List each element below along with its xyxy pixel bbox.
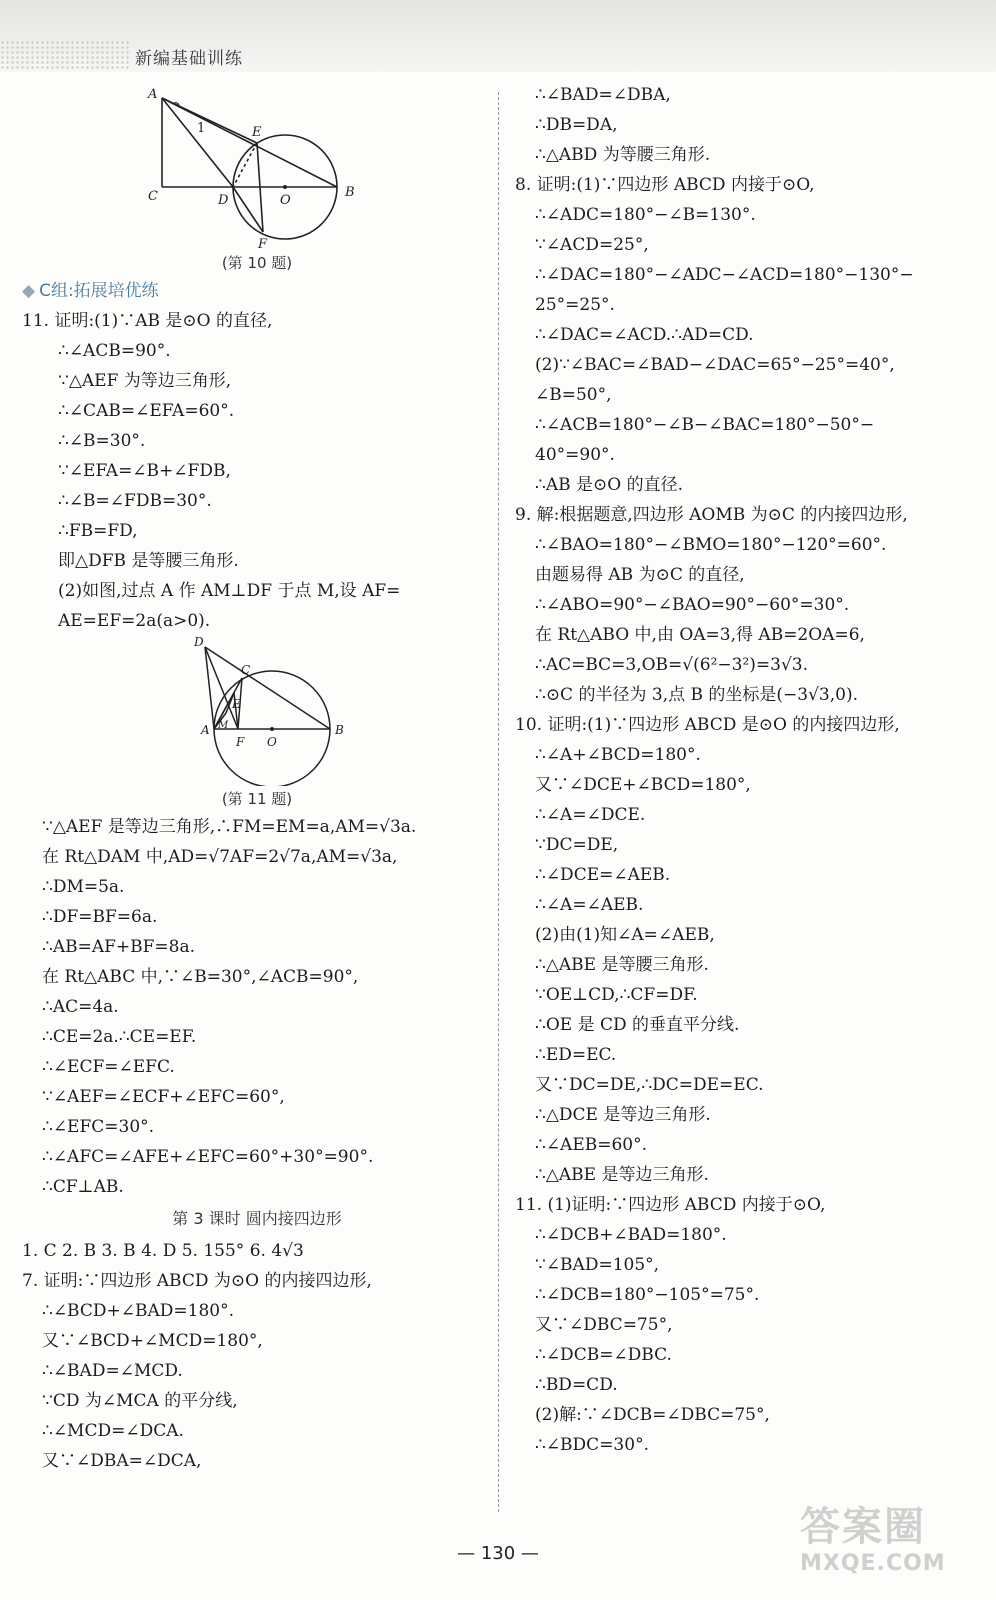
text-line: ∴CE=2a.∴CE=EF. [42, 1027, 197, 1047]
text-line: ∴∠DCB+∠BAD=180°. [535, 1225, 727, 1245]
header-band [0, 0, 996, 72]
text-line: ∴DB=DA, [535, 115, 618, 135]
text-line: ∴∠DAC=∠ACD.∴AD=CD. [535, 325, 754, 345]
text-line: ∴DM=5a. [42, 877, 125, 897]
fig10-label-o: O [280, 193, 291, 208]
text-line: ∵CD 为∠MCA 的平分线, [42, 1391, 238, 1411]
text-line: ∴△DCE 是等边三角形. [535, 1105, 711, 1125]
text-line: ∵△AEF 为等边三角形, [58, 371, 232, 391]
text-line: 又∵∠DBA=∠DCA, [42, 1451, 202, 1471]
text-line: 1. C 2. B 3. B 4. D 5. 155° 6. 4√3 [22, 1241, 304, 1261]
text-line: ∴∠DCE=∠AEB. [535, 865, 671, 885]
figure-11-caption: (第 11 题) [221, 790, 293, 808]
text-line: ∴∠BAD=∠MCD. [42, 1361, 183, 1381]
text-line: ∴△ABE 是等边三角形. [535, 1165, 709, 1185]
text-line: ∴AC=4a. [42, 997, 119, 1017]
text-line: ∵DC=DE, [535, 835, 619, 855]
text-line: ∴∠DCB=180°−105°=75°. [535, 1285, 760, 1305]
text-line: ∴ED=EC. [535, 1045, 617, 1065]
text-line: ∵∠ACD=25°, [535, 235, 649, 255]
text-line: ∴△ABD 为等腰三角形. [535, 145, 711, 165]
fig11-label-c: C [241, 663, 251, 677]
fig10-label-c: C [148, 189, 158, 204]
text-line: ∴AB=AF+BF=8a. [42, 937, 196, 957]
section-header [22, 276, 492, 306]
text-line: ∴∠A=∠AEB. [535, 895, 644, 915]
text-line: 又∵DC=DE,∴DC=DE=EC. [535, 1075, 764, 1095]
text-line: ∴OE 是 CD 的垂直平分线. [535, 1015, 740, 1035]
text-line: ∴∠CAB=∠EFA=60°. [58, 401, 235, 421]
text-line: (2)∵∠BAC=∠BAD−∠DAC=65°−25°=40°, [535, 355, 895, 375]
text-line: ∴∠ECF=∠EFC. [42, 1057, 175, 1077]
figure-11 [22, 636, 492, 786]
watermark-text: 答案圈 [800, 1504, 926, 1550]
fig11-label-b: B [335, 723, 344, 737]
header-dot-pattern [0, 40, 130, 70]
text-line: ∴FB=FD, [58, 521, 138, 541]
text-line: (2)如图,过点 A 作 AM⊥DF 于点 M,设 AF= [58, 581, 401, 601]
text-line: ∴∠AEB=60°. [535, 1135, 648, 1155]
text-line: 又∵∠DCE+∠BCD=180°, [535, 775, 751, 795]
figure-10 [22, 80, 492, 250]
text-line: ∵∠EFA=∠B+∠FDB, [58, 461, 231, 481]
text-line: ∴∠ADC=180°−∠B=130°. [535, 205, 756, 225]
left-column [22, 80, 492, 1476]
fig10-label-e: E [252, 125, 262, 140]
text-line: ∴∠DAC=180°−∠ADC−∠ACD=180°−130°− [535, 265, 914, 285]
text-line: 10. 证明:(1)∵四边形 ABCD 是⊙O 的内接四边形, [515, 715, 900, 735]
text-line: ∴∠BAO=180°−∠BMO=180°−120°=60°. [535, 535, 887, 555]
figure-10-caption: (第 10 题) [221, 254, 293, 272]
text-line: 又∵∠DBC=75°, [535, 1315, 673, 1335]
fig11-label-m: M [218, 720, 229, 731]
fig10-label-a: A [148, 87, 158, 102]
header-title: 新编基础训练 [135, 49, 243, 69]
text-line: ∵∠BAD=105°, [535, 1255, 660, 1275]
text-line: 在 Rt△ABO 中,由 OA=3,得 AB=2OA=6, [535, 625, 865, 645]
text-line: ∴∠B=∠FDB=30°. [58, 491, 212, 511]
diamond-icon: ◆ [22, 281, 36, 301]
text-line: ∴∠A=∠DCE. [535, 805, 646, 825]
text-line: 25°=25°. [535, 295, 615, 315]
text-line: ∴AB 是⊙O 的直径. [535, 475, 683, 495]
watermark [800, 1505, 990, 1595]
text-line: ∵∠AEF=∠ECF+∠EFC=60°, [42, 1087, 285, 1107]
text-line: ∴DF=BF=6a. [42, 907, 158, 927]
text-line: 即△DFB 是等腰三角形. [58, 551, 239, 571]
text-line: ∴∠ACB=90°. [58, 341, 171, 361]
text-line: ∴∠ACB=180°−∠B−∠BAC=180°−50°− [535, 415, 875, 435]
text-line: 11. (1)证明:∵四边形 ABCD 内接于⊙O, [515, 1195, 826, 1215]
text-line: ∵OE⊥CD,∴CF=DF. [535, 985, 698, 1005]
fig10-label-f: F [258, 237, 268, 250]
text-line: ∴∠DCB=∠DBC. [535, 1345, 672, 1365]
fig11-label-f: F [236, 735, 245, 749]
section-label: C组:拓展培优练 [39, 281, 159, 301]
right-column [515, 80, 975, 1460]
text-line: 9. 解:根据题意,四边形 AOMB 为⊙C 的内接四边形, [515, 505, 908, 525]
text-line: ∴∠B=30°. [58, 431, 146, 451]
text-line: ∴∠MCD=∠DCA. [42, 1421, 184, 1441]
text-line: 8. 证明:(1)∵四边形 ABCD 内接于⊙O, [515, 175, 815, 195]
text-line: (2)解:∵∠DCB=∠DBC=75°, [535, 1405, 770, 1425]
text-line: 7. 证明:∵四边形 ABCD 为⊙O 的内接四边形, [22, 1271, 372, 1291]
fig10-label-d: D [218, 193, 229, 208]
text-line: ∴∠EFC=30°. [42, 1117, 155, 1137]
text-line: 由题易得 AB 为⊙C 的直径, [535, 565, 745, 585]
text-line: 在 Rt△DAM 中,AD=√7AF=2√7a,AM=√3a, [42, 847, 398, 867]
fig11-label-e: E [232, 697, 241, 711]
text-line: ∴∠A+∠BCD=180°. [535, 745, 701, 765]
fig11-label-a: A [201, 723, 210, 737]
fig11-label-d: D [194, 636, 204, 649]
text-line: 11. 证明:(1)∵AB 是⊙O 的直径, [22, 311, 273, 331]
text-line: 又∵∠BCD+∠MCD=180°, [42, 1331, 263, 1351]
text-line: ∴∠BCD+∠BAD=180°. [42, 1301, 234, 1321]
fig10-label-b: B [345, 185, 355, 200]
text-line: 40°=90°. [535, 445, 615, 465]
fig10-label-1: 1 [197, 121, 206, 136]
text-line: ∴CF⊥AB. [42, 1177, 124, 1197]
lesson-title: 第 3 课时 圆内接四边形 [172, 1209, 342, 1228]
text-line: ∴∠BAD=∠DBA, [535, 85, 671, 105]
column-divider [498, 92, 499, 1512]
text-line: ∵△AEF 是等边三角形,∴FM=EM=a,AM=√3a. [42, 817, 417, 837]
text-line: ∠B=50°, [535, 385, 612, 405]
watermark-url: MXQE.COM [800, 1551, 946, 1576]
text-line: (2)由(1)知∠A=∠AEB, [535, 925, 715, 945]
page-number: — 130 — [457, 1543, 539, 1564]
fig11-label-o: O [267, 735, 277, 749]
text-line: AE=EF=2a(a>0). [58, 611, 211, 631]
text-line: ∴⊙C 的半径为 3,点 B 的坐标是(−3√3,0). [535, 685, 858, 705]
text-line: ∴BD=CD. [535, 1375, 618, 1395]
text-line: ∴AC=BC=3,OB=√(6²−3²)=3√3. [535, 655, 809, 675]
text-line: 在 Rt△ABC 中,∵∠B=30°,∠ACB=90°, [42, 967, 359, 987]
text-line: ∴∠BDC=30°. [535, 1435, 649, 1455]
text-line: ∴△ABE 是等腰三角形. [535, 955, 709, 975]
text-line: ∴∠AFC=∠AFE+∠EFC=60°+30°=90°. [42, 1147, 374, 1167]
text-line: ∴∠ABO=90°−∠BAO=90°−60°=30°. [535, 595, 850, 615]
